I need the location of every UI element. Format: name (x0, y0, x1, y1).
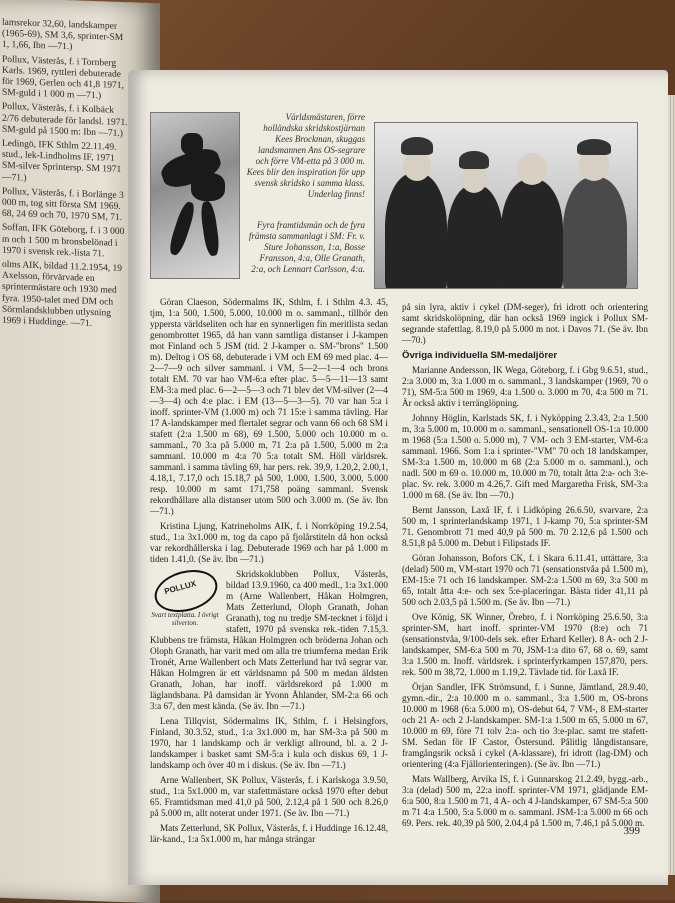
athlete-entry: Mats Wallberg, Arvika IS, f. i Gunnarskog 21.2.49, bygg.-arb., 3:a (delad) 500 m, 22:a inoff. sprinter-VM 1971, glädjande EM-6:a 500, 8:a 1.500 m 71, 4 A- och 4 J-landskamper, 67 SM-5:a 500 m 71 4:a 1.500, 5:a 5.000 m o. sammanl. JSM-1:a 5.000 m 66 och 69. Pers. rek. 40,39 på 500, 2.04,4 på 1.500 m, 7.46,1 på 5.000 m. (402, 774, 648, 828)
left-fragment: Ledingö, IFK Sthlm 22.11.49. stud., lek-Lindholms IF, 1971 SM-silver Sprintersp. SM 1971 —71.) (2, 138, 122, 184)
section-heading: Övriga individuella SM-medaljörer (402, 350, 558, 361)
athlete-entry: Ove König, SK Winner, Örebro, f. i Norrköping 25.6.50, 3:a sprinter-SM, hart inoff. sprinter-VM 1970 (8:e) och 71 (sensationstvåa, 9/100-dels sek. efter Erhard Keller). 8 A- och 2 J-landskamper, SM-6:a 500 m 70, JSM-1:a dito 67, 68 o. 69, samt 3:a 1.500 m. Inoff. världsrek. i sprinterfyrkampen 157,870, pers. rek. 500 m 38,72, 1.000 m 1.19,2. Tävlade tid. för Laxå IF. (402, 612, 648, 677)
athlete-entry: Göran Johansson, Bofors CK, f. i Skara 6.11.41, uttättare, 3:a (delad) 500 m, VM-start 1970 och 71 (sensationstvåa på 1.500 m), EM-15:e 71 och 16 landskamper. SM-2:a 1.500 m 69, 3:a 500 m 65, totalt åtta 4:e- och sex 5:e-placeringar. Bästa tider 41,11 på 500 och 2.03,5 på 1.500 m. (Se äv. Ibn —71.) (402, 553, 648, 607)
athlete-entry: Bernt Jansson, Laxå IF, f. i Lidköping 26.6.50, svarvare, 2:a 500 m, 1 sprinterlandskamp 1971, 1 J-kamp 70, 5:a sprinter-SM 71. Genombrott 71 med 40,9 på 500 m. 70 2.12,6 på 1.500 och 8.51,8 på 5.000 m. Debut i Filipstads IF. (402, 505, 648, 548)
athlete-entry: Örjan Sandler, IFK Strömsund, f. i Sunne, Jämtland, 28.9.40, gymn.-dir., 2:a 10.000 m o. sammanl., 3:a 1.500 m, OS-brons 10.000 m 1968 (6:a 5.000 m), OS-debut 64, 7 VM-, 8 EM-starter och 21 A- och 2 J-landskamper. SM-1:a 1.500 m 65, 5.000 m 67, 10.000 m 69, före 71 tolv 2:a- och tio 3:e-plac. samt tre stafett-SM. Sedan för IF Castor, Östersund. Pålitlig långdistansare, framgångsrik också i cykel (A-klassare), fri idrott (lag-DM) och orientering (4:a Fjällorienteringen). (Se äv. Ibn —71.) (402, 682, 648, 769)
athlete-entry: Lena Tillqvist, Södermalms IK, Sthlm, f. i Helsingfors, Finland, 30.3.52, stud., 1:a 3x1.000 m, har SM-3:a på 500 m 1970, har 1 landskamp och är verkligt allround, bl. a. 2 J-landskamper i basket samt SM-5:a i kula och diskus 69, 1 J-landskamp och över 40 m i diskus. (Se äv. Ibn —71.) (150, 716, 388, 770)
right-page (128, 70, 668, 885)
athlete-entry: Arne Wallenbert, SK Pollux, Västerås, f. i Karlskoga 3.9.50, stud., 1:a 5x1.000 m, var stafettmästare också 1970 efter debut 65. Framtidsman med 41,0 på 500, 2.12,4 på 1 500 och 8.26,0 på 5.000 m, allt noterat under 1971. (Se äv. Ibn —71.) (150, 775, 388, 818)
left-page-text (2, 18, 132, 335)
photo-caption-left: Världsmästaren, förre holländska skridskostjärnan Kees Brockman, skuggas landsmannen Ans OS-segrare och förre VM-etta på 3 000 m. Kees blir den inspiration för upp svensk skridsko i samma klass. Underlag finns! (246, 112, 365, 199)
athlete-entry: Kristina Ljung, Katrineholms AIK, f. i Norrköping 19.2.54, stud., 1:a 3x1.000 m, tog da capo på fjolårstiteln då hon också var rekordhållerska i lag. Debuterade 1969 och har på 1.000 m tiden 1.41,0. (Se äv. Ibn —71.) (150, 521, 388, 564)
athlete-entry: Göran Claeson, Södermalms IK, Sthlm, f. i Sthlm 4.3. 45, tjm, 1:a 500, 1.500, 5.000, 10.000 m o. sammanl., tillhör den yppersta världseliten och har en synnerligen fin meritlista sedan genombrottet 1965, då han vann samtliga distanser i J-kampen mot Finland och 5 JSM (tid. 2 J-kamper o. SM-"brons" 1.500 m). Deltog i OS 68, debuterade i VM och EM 69 med plac. 4—2—7—9 och silver sammanl. i VM, 5—2—1—4 och brons totalt EM. 70 var hao VM-6:a efter plac. 5—5—11—13 samt EM-3:a med plac. 6—2—5—3 och 71 blev det VM-silver (2—4—3—4) och 4:e plac. i EM (13—5—3—5). 70 var han 5:a i inoff. sprinter-VM (1.000 m) och 71 15:e i samma tävling. Har 17 A-landskamper med flertalet segrar och vann 66 och 68 SM i stafett (2:a 1.500 m 68), 69 1.500, 5.000 och 10.000 m o. sammanl., 70 3:a på 5.000 m, 71 2:a på 1.500, 5.000 m 2:a sammanl. 10.000 m 4:a 70 5:a totalt SM. Höll världsrek. sammanl. i samma tävling 69, har pers. rek. 39,9, 1.20,2, 2.00,1, 4.18,1, 7.17,0 och 15.18,7 på 500, 1.000, 1.500, 3.000, 5.000 resp. 10.000 m samt 171,758 poäng sammanl. Svensk rekordhållare alla distanser utom 500 och 3.000 m. (Se äv. Ibn —71.) (150, 297, 388, 516)
athlete-entry: Mats Zetterlund, SK Pollux, Västerås, f. i Huddinge 16.12.48, lär-kand., 1:a 5x1.000 m, har många strängar (150, 823, 388, 844)
athlete-entry: Johnny Höglin, Karlstads SK, f. i Nyköpping 2.3.43, 2:a 1.500 m, 3:a 5.000 m, 10.000 m o. sammanl., sensationell OS-1:a 10.000 m 1968 (5:a 1.500 o. 5.000 m), 7 VM- och 3 EM-starter, VM-6:a sammanl. 1966. Som 1:a i sprinter-"VM" 70 och 18 landskamper, SM-3:a 1.500 m, 10.000 m 68 (2:a 5.000 m o. sammanl.), och nadl. 500 m 69 o. 10.000 m, 10.000 m 70, totalt åtta 2:a- och 3:e-plac. Sv. rek. 3.000 m 4.26,7. Gift med Margaretha Frisk, SM-3:a 1.000 m 68. (Se äv. Ibn —70.) (402, 413, 648, 500)
person-3 (501, 179, 563, 289)
person-4 (563, 177, 627, 289)
club-entry: Skridskoklubben Pollux, Västerås, bildad 13.9.1960, ca 400 medl., 1:a 3x1.000 m (Arne Wallenbert, Håkan Holmgren, Mats Zetterlund, Oloph Granath, Johan Granath), tog nu tredje SM-tecknet i följd i stafett, 1970 på svenska rek.-tiden 7.15,3. Klubbens tre främsta, Håkan Holmgren och bröderna Johan och Oloph Granath, har varit med om alla tre triumferna medan Erik Tronét, Arne Wallenbert och Mats Zetterlund har två segrar var. Håkan Holmgren är ett världsnamn på 500 m medan äldsten Granath, Johan, har inoff. världsrekord på 1.000 m läglandsbana. På damsidan är Yvonn Åhlander, SM-2:a 66 och 3:a 67, den mest kända. (Se äv. Ibn —71.) (150, 569, 388, 711)
person-4-hat (577, 139, 611, 155)
page-number: 399 (623, 825, 640, 837)
person-2-head (461, 165, 487, 193)
article-column-right (402, 302, 648, 833)
logo-caption: Svart textplatta. I övrigt silverton. (151, 611, 219, 627)
person-1-hat (401, 137, 433, 155)
left-fragment: olms AIK, bildad 11.2.1954, 19 Axelsson, förvärvade en sprintermästare och 1930 med fyra. 1950-talet med DM och Sörmlandsklubben utlysning 1969 i Huddinge. —71. (2, 259, 122, 330)
club-logo (150, 569, 220, 631)
photo-caption-right: Fyra framtidsmän och de fyra främsta sammanlagt i SM: Fr. v. Sture Johansson, 1:a, Bosse Fransson, 4:a, Olle Granath, 2:a, och Lennart Carlsson, 4:a. (248, 220, 365, 274)
skater-photo (150, 112, 240, 279)
left-fragment: Pollux, Västerås, f. i Tornberg Karls. 1969, ryttleri debuterade för 1969, Gerlen och 41,8 1971, SM-guld i 1 000 m —71.) (2, 54, 124, 102)
athlete-entry: Marianne Andersson, IK Wega, Göteborg, f. i Gbg 9.6.51, stud., 2:a 3.000 m, 3:a 1.000 m o. sammanl., 3 landskamper (1969, 70 o 71), SM-5:a 500 m 1969, 4:a 1.500 o. 3.000 m 70, 4:a 500 m 71. Är också aktiv i terränglöpning. (402, 365, 648, 408)
person-2-hat (459, 151, 489, 169)
left-fragment: Soffan, IFK Göteborg, f. i 3 000 m och 1 500 m bronsbelönad i 1970 i svensk rek.-lista 71. (2, 223, 125, 260)
left-fragment: lamsrekor 32,60, landskamper (1965-69), SM 3,6, sprinter-SM 1, 1,66, Ibn —71.) (2, 17, 124, 53)
left-fragment: Pollux, Västerås, f. i Kolbäck 2/76 debuterade för landsl. 1971. SM-guld på 1500 m: Ibn —71.) (2, 102, 128, 139)
skater-leg (199, 200, 221, 256)
person-1 (385, 173, 447, 289)
logo-text: POLLUX (163, 578, 198, 597)
person-2 (447, 185, 503, 289)
group-photo (374, 122, 638, 289)
person-3-head (517, 153, 547, 185)
article-column-left (150, 297, 388, 849)
skater-body-2 (191, 173, 225, 201)
continued-entry: på sin lyra, aktiv i cykel (DM-seger), fri idrott och orientering samt skridskolöpning, där han också 1969 ingick i Pollux SM-segrande stafettlag. 8.19,0 på 5.000 m not. i Davos 71. (Se äv. Ibn —70.) (402, 302, 648, 345)
left-fragment: Pollux, Västerås, f. i Borlänge 3 000 m, tog sitt första SM 1969. 68, 24 69 och 70, 1970 SM, 71. (2, 186, 124, 224)
skater-leg (167, 200, 197, 257)
person-1-head (403, 151, 431, 181)
